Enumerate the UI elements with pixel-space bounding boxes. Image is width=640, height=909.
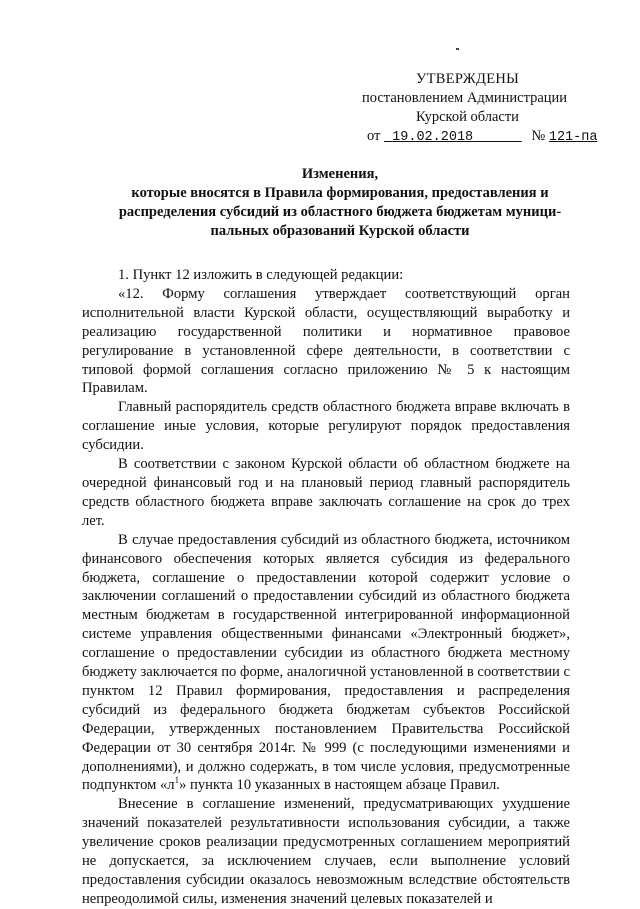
number-label: № (531, 128, 546, 144)
heading-line-2: которые вносятся в Правила формирования, предоставления и (131, 185, 549, 201)
superscript-1: 1 (174, 775, 180, 786)
paragraph-3: Главный распорядитель средств областного бюджета вправе включать в соглашение иные условия, которые регулируют порядок предоставления субсидии. (82, 399, 570, 454)
approval-number: 121-па (548, 130, 598, 145)
document-body (82, 266, 570, 909)
document-heading (90, 165, 590, 241)
heading-line-3: распределения субсидий из областного бюджета бюджетам муници- (118, 204, 562, 220)
approval-line-2: Курской области (416, 109, 519, 125)
approval-date: 19.02.2018 (392, 130, 474, 145)
heading-line-1: Изменения, (301, 166, 379, 182)
paragraph-1: 1. Пункт 12 изложить в следующей редакции: (118, 267, 404, 283)
approval-line-1: постановлением Администрации (362, 90, 568, 106)
approval-date-number (350, 127, 598, 147)
from-label: от (367, 128, 381, 144)
heading-line-4: пальных образований Курской области (210, 223, 470, 239)
scan-mark (456, 48, 459, 50)
paragraph-6: Внесение в соглашение изменений, предусматривающих ухудшение значений показателей результативности использования субсидии, а также увеличение сроков реализации предусмотренных соглашением мероприятий не допускается, за исключением случаев, если выполнение условий предоставления субсидии оказалось невозможным вследствие обстоятельств непреодолимой силы, изменения значений целевых показателей и (82, 796, 570, 907)
paragraph-4: В соответствии с законом Курской области об областном бюджете на очередной финансовый год и на плановый период главный распорядитель средств областного бюджета вправе заключать соглашение на срок до трех лет. (82, 456, 570, 529)
approval-stamp (350, 70, 598, 147)
paragraph-2: «12. Форму соглашения утверждает соответствующий орган исполнительной власти Курской области, осуществляющий выработку и реализацию государственной политики и нормативное правовое регулирование в установленной сфере деятельности, в соответствии с типовой формой соглашения согласно приложению № 5 к настоящим Правилам. (82, 285, 570, 397)
approval-title: УТВЕРЖДЕНЫ (416, 71, 520, 87)
paragraph-5: В случае предоставления субсидий из областного бюджета, источником финансового обеспечения которых является субсидия из федерального бюджета, соглашение о предоставлении которой содержит условие о заключении соглашений о предоставлении субсидий из областного бюджета местным бюджетам в государственной интегрированной информационной системе управления общественными финансами «Электронный бюджет», соглашение о предоставлении субсидии из областного бюджета местному бюджету заключается по форме, аналогичной установленной в соответствии с пунктом 12 Правил формирования, предоставления и распределения субсидий из федерального бюджета бюджетам субъектов Российской Федерации, утвержденных постановлением Правительства Российской Федерации от 30 сентября 2014г. № 999 (с последующими изменениями и дополнениями), и должно содержать, в том числе условия, предусмотренные подпунктом «$л^1$» пункта 10 указанных в настоящем абзаце Правил. (82, 531, 570, 794)
